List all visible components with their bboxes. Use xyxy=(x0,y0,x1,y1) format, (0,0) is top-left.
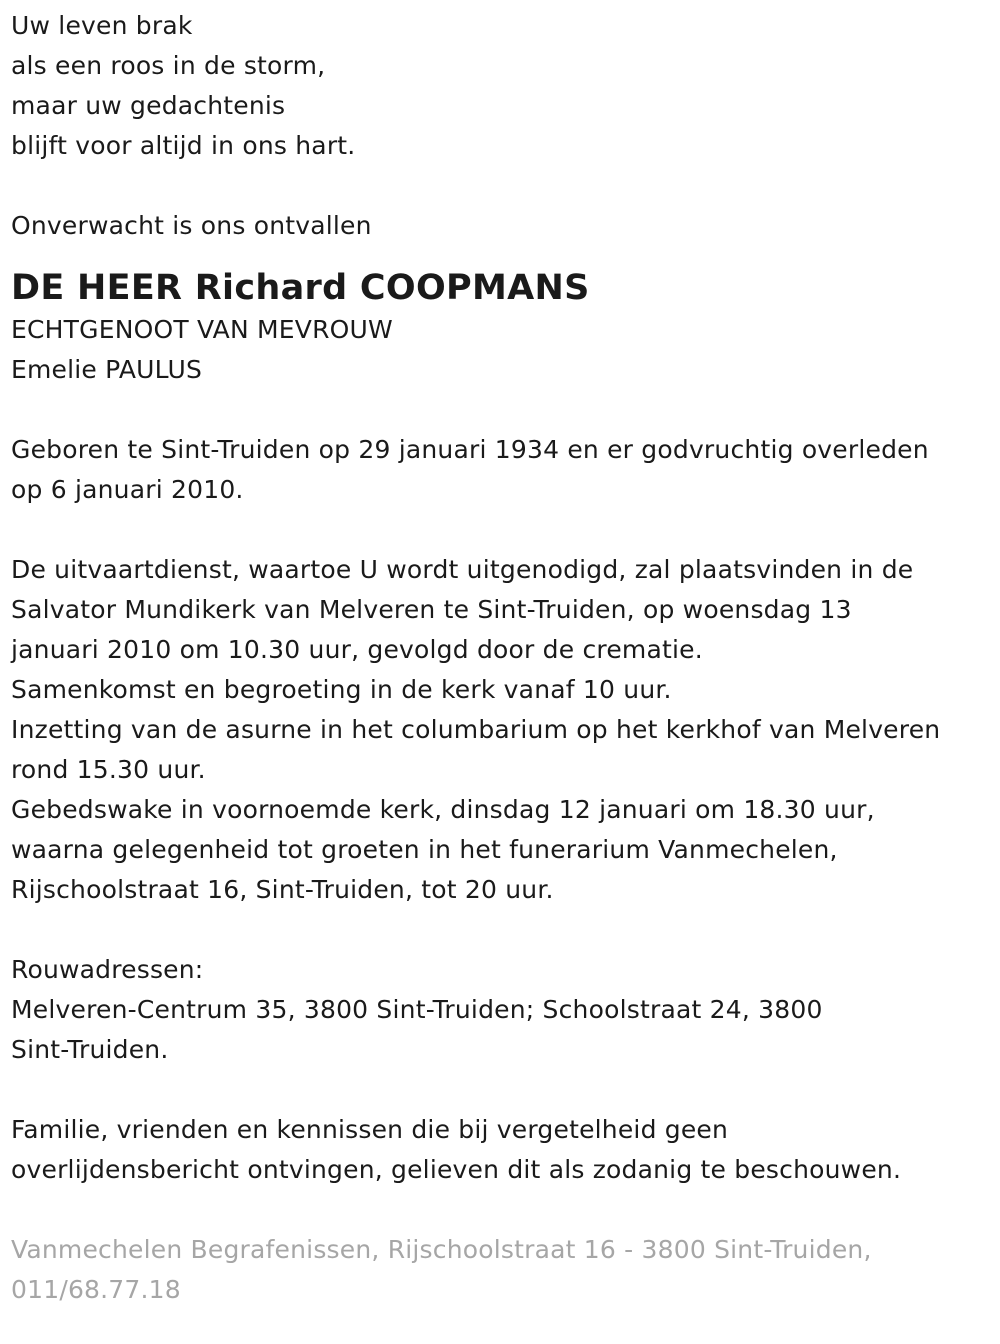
poem-line: als een roos in de storm, xyxy=(11,51,326,80)
paragraph-line: Gebedswake in voornoemde kerk, dinsdag 12 januari om 18.30 uur, xyxy=(11,795,875,824)
paragraph-line: waarna gelegenheid tot groeten in het funerarium Vanmechelen, xyxy=(11,835,838,864)
service-paragraph xyxy=(11,550,996,910)
deceased-name: DE HEER Richard COOPMANS xyxy=(11,268,590,308)
spacer xyxy=(11,1190,996,1230)
spouse-name: Emelie PAULUS xyxy=(11,355,203,384)
paragraph-line: Samenkomst en begroeting in de kerk vanaf 10 uur. xyxy=(11,675,672,704)
birth-death-paragraph xyxy=(11,430,996,510)
relation-text: ECHTGENOOT VAN MEVROUW xyxy=(11,315,393,344)
footer-phone: 011/68.77.18 xyxy=(11,1275,181,1304)
poem-line: maar uw gedachtenis xyxy=(11,91,286,120)
funeral-home-footer xyxy=(11,1230,996,1310)
poem-line: blijft voor altijd in ons hart. xyxy=(11,131,356,160)
notice-paragraph xyxy=(11,1110,996,1190)
poem xyxy=(11,6,996,166)
paragraph-line: Inzetting van de asurne in het columbarium op het kerkhof van Melveren xyxy=(11,715,941,744)
obituary-document xyxy=(11,6,996,1310)
paragraph-line: Salvator Mundikerk van Melveren te Sint-Truiden, op woensdag 13 xyxy=(11,595,852,624)
paragraph-line: Rijschoolstraat 16, Sint-Truiden, tot 20 uur. xyxy=(11,875,554,904)
spacer xyxy=(11,1070,996,1110)
address-line: Melveren-Centrum 35, 3800 Sint-Truiden; Schoolstraat 24, 3800 xyxy=(11,995,823,1024)
addresses-heading: Rouwadressen: xyxy=(11,955,204,984)
footer-line: Vanmechelen Begrafenissen, Rijschoolstraat 16 - 3800 Sint-Truiden, xyxy=(11,1235,872,1264)
addresses-section xyxy=(11,950,996,1070)
spacer xyxy=(11,910,996,950)
poem-line: Uw leven brak xyxy=(11,11,193,40)
spacer xyxy=(11,390,996,430)
spacer xyxy=(11,510,996,550)
intro-text: Onverwacht is ons ontvallen xyxy=(11,211,372,240)
paragraph-line: op 6 januari 2010. xyxy=(11,475,244,504)
paragraph-line: De uitvaartdienst, waartoe U wordt uitgenodigd, zal plaatsvinden in de xyxy=(11,555,914,584)
paragraph-line: rond 15.30 uur. xyxy=(11,755,206,784)
paragraph-line: januari 2010 om 10.30 uur, gevolgd door de crematie. xyxy=(11,635,703,664)
address-line: Sint-Truiden. xyxy=(11,1035,169,1064)
spacer xyxy=(11,166,996,206)
paragraph-line: overlijdensbericht ontvingen, gelieven dit als zodanig te beschouwen. xyxy=(11,1155,902,1184)
paragraph-line: Geboren te Sint-Truiden op 29 januari 1934 en er godvruchtig overleden xyxy=(11,435,929,464)
paragraph-line: Familie, vrienden en kennissen die bij vergetelheid geen xyxy=(11,1115,729,1144)
